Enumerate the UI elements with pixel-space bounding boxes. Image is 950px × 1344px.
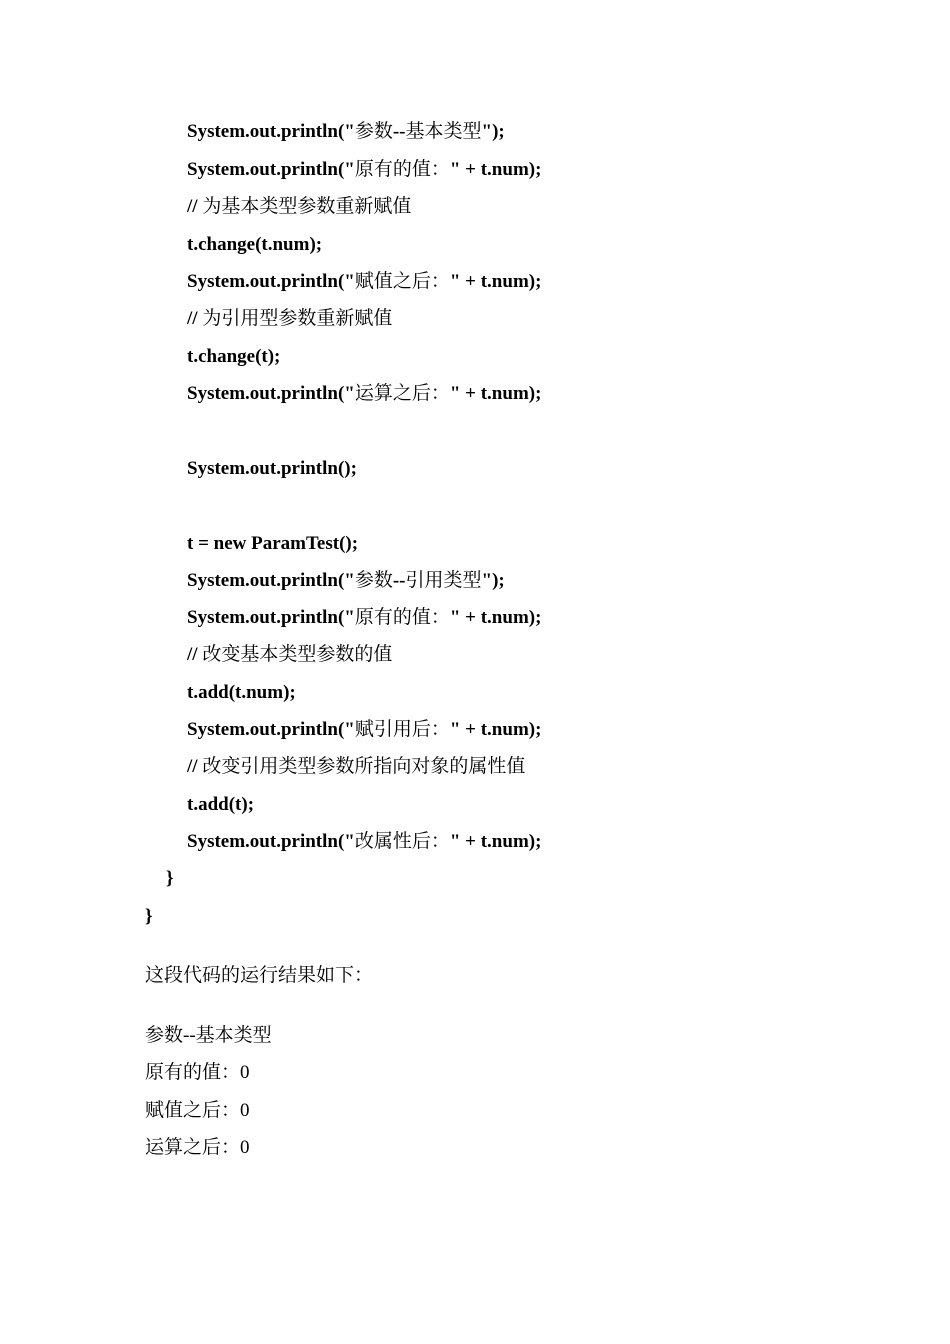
code-line-17: t.add(t);	[187, 794, 255, 815]
code-line-2: System.out.println("原有的值：" + t.num);	[187, 159, 542, 180]
code-line-5: System.out.println("赋值之后：" + t.num);	[187, 271, 542, 292]
code-line-15: System.out.println("赋引用后：" + t.num);	[187, 719, 542, 740]
code-line-1: System.out.println("参数--基本类型");	[187, 121, 505, 142]
output-line-4: 运算之后：0	[145, 1137, 250, 1158]
code-line-10: t = new ParamTest();	[187, 533, 359, 554]
code-line-7: t.change(t);	[187, 346, 281, 367]
code-comment-2: // 为引用型参数重新赋值	[187, 308, 393, 329]
output-line-3: 赋值之后：0	[145, 1100, 250, 1121]
code-line-14: t.add(t.num);	[187, 682, 296, 703]
code-comment-1: // 为基本类型参数重新赋值	[187, 196, 412, 217]
class-close-brace: }	[145, 906, 153, 927]
method-close-brace: }	[166, 868, 174, 889]
code-line-8: System.out.println("运算之后：" + t.num);	[187, 383, 542, 404]
code-line-11: System.out.println("参数--引用类型");	[187, 570, 505, 591]
code-line-18: System.out.println("改属性后：" + t.num);	[187, 831, 542, 852]
code-line-9: System.out.println();	[187, 458, 357, 479]
output-line-1: 参数--基本类型	[145, 1025, 272, 1046]
output-line-2: 原有的值：0	[145, 1062, 250, 1083]
code-line-12: System.out.println("原有的值：" + t.num);	[187, 607, 542, 628]
code-line-4: t.change(t.num);	[187, 234, 323, 255]
result-intro-text: 这段代码的运行结果如下：	[145, 965, 374, 986]
code-comment-4: // 改变引用类型参数所指向对象的属性值	[187, 756, 526, 777]
code-comment-3: // 改变基本类型参数的值	[187, 644, 393, 665]
